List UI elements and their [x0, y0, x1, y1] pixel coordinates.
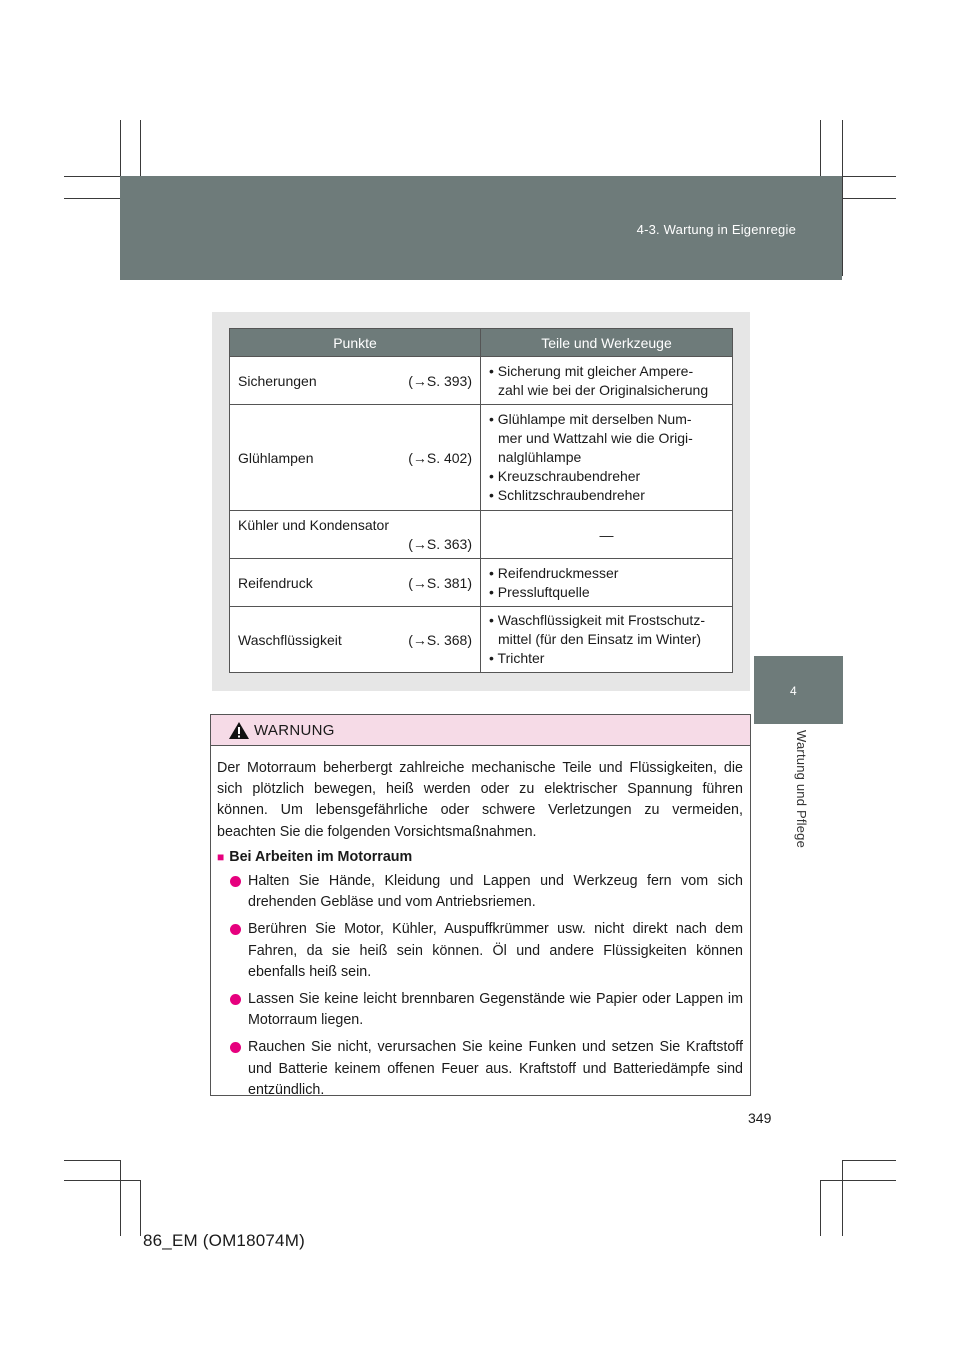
circle-bullet-icon [230, 924, 241, 935]
page-reference: (→S. 393) [408, 372, 472, 389]
point-cell [230, 511, 481, 559]
crop-mark [64, 1180, 140, 1181]
circle-bullet-icon [230, 994, 241, 1005]
page-reference: (→S. 402) [408, 449, 472, 466]
parts-cell [481, 405, 733, 511]
list-item: • Schlitzschraubendreher [489, 487, 645, 503]
crop-mark [820, 120, 821, 176]
crop-mark [120, 1160, 121, 1236]
point-name: Sicherungen [238, 372, 317, 389]
crop-mark [842, 1160, 896, 1161]
list-item: • Reifendruckmesser [489, 564, 619, 581]
square-bullet-icon: ■ [217, 849, 225, 864]
circle-bullet-icon [230, 1042, 241, 1053]
table-row [230, 405, 733, 511]
section-title: 4-3. Wartung in Eigenregie [636, 222, 796, 237]
parts-cell [481, 559, 733, 607]
parts-cell [481, 607, 733, 673]
crop-mark [842, 1160, 843, 1236]
chapter-tab [754, 656, 843, 724]
table-header-row [230, 329, 733, 357]
point-name: Glühlampen [238, 449, 314, 466]
point-cell [230, 607, 481, 673]
chapter-label: Wartung und Pflege [794, 730, 809, 849]
warning-intro: Der Motorraum beherbergt zahlreiche mechanische Teile und Flüssigkeiten, die sich plötzlich bewegen, heiß werden oder zu elektrischer Spannung führen können. Um lebensgefährliche oder schwere Verletzungen zu vermeiden, beachten Sie die folgenden Vorsichtsmaßnahmen. [217, 760, 743, 840]
crop-mark [820, 1180, 896, 1181]
parts-cell [481, 357, 733, 405]
page-number: 349 [748, 1110, 772, 1126]
warning-subheading: ■ Bei Arbeiten im Motorraum [217, 847, 743, 868]
crop-mark [842, 198, 896, 199]
header-parts-tools: Teile und Werkzeuge [481, 329, 733, 357]
crop-mark [140, 120, 141, 176]
point-cell [230, 405, 481, 511]
crop-mark [64, 1160, 120, 1161]
crop-mark [64, 198, 120, 199]
list-item: • Kreuzschraubendreher [489, 468, 641, 484]
point-name: Reifendruck [238, 574, 313, 591]
circle-bullet-icon [230, 876, 241, 887]
crop-mark [140, 1180, 141, 1236]
warning-box [210, 714, 751, 1096]
list-item: • Pressluftquelle [489, 583, 590, 600]
parts-cell-empty: — [481, 511, 733, 559]
list-item: • Waschflüssigkeit mit Frostschutz- mittel (für den Einsatz im Winter) [489, 612, 705, 647]
header-points: Punkte [230, 329, 481, 357]
warning-bullet: Lassen Sie keine leicht brennbaren Gegenstände wie Papier oder Lappen im Motorraum liegen. [217, 989, 743, 1031]
warning-bullet: Rauchen Sie nicht, verursachen Sie keine Funken und setzen Sie Kraftstoff und Batterie keinem offenen Feuer aus. Kraftstoff und Batteriedämpfe sind entzündlich. [217, 1037, 743, 1101]
point-name: Kühler und Kondensator [238, 516, 389, 533]
warning-bullet: Halten Sie Hände, Kleidung und Lappen und Werkzeug fern vom sich drehenden Gebläse und vom Antriebsriemen. [217, 871, 743, 913]
list-item: • Sicherung mit gleicher Ampere- zahl wie bei der Originalsicherung [489, 362, 709, 398]
list-item: • Glühlampe mit derselben Num- mer und Wattzahl wie die Origi- nalglühlampe [489, 411, 693, 465]
point-name: Waschflüssigkeit [238, 631, 342, 648]
chapter-number: 4 [790, 684, 797, 698]
header-band [120, 176, 842, 280]
point-cell [230, 357, 481, 405]
document-code: 86_EM (OM18074M) [143, 1231, 305, 1250]
page-reference: (→S. 381) [408, 574, 472, 591]
page-reference: (→S. 368) [408, 631, 472, 648]
crop-mark [820, 1180, 821, 1236]
table-row [230, 357, 733, 405]
list-item: • Trichter [489, 650, 545, 666]
table-row [230, 511, 733, 559]
warning-body [211, 746, 750, 1101]
table-row [230, 607, 733, 673]
table-row [230, 559, 733, 607]
point-cell [230, 559, 481, 607]
warning-title: WARNUNG [254, 722, 335, 739]
parts-tools-table [229, 328, 733, 673]
page-reference: (→S. 363) [408, 535, 472, 552]
warning-bullet: Berühren Sie Motor, Kühler, Auspuffkrümmer usw. nicht direkt nach dem Fahren, da sie heiß sein können. Öl und andere Flüssigkeiten können ebenfalls heiß sein. [217, 919, 743, 983]
warning-triangle-icon [228, 721, 250, 740]
warning-header [211, 715, 750, 746]
table-panel [212, 312, 750, 691]
